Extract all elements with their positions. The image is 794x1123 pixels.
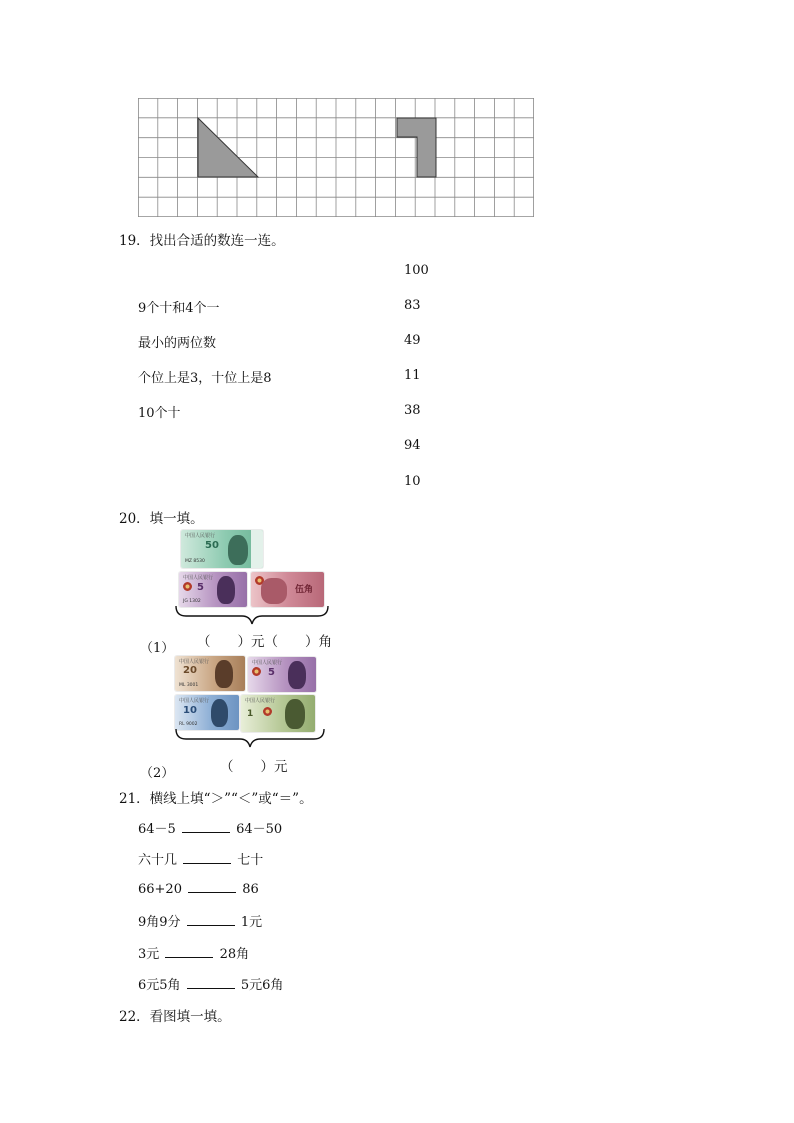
banknote-5-yuan: 中国人民银行 5 JG 1302 [179, 572, 247, 607]
q22-title: 22．看图填一填。 [119, 1009, 231, 1025]
banknote-1-yuan: 中国人民银行 1 [241, 695, 315, 732]
q19-right-number: 49 [404, 333, 421, 348]
q21-right: 5元6角 [240, 978, 284, 993]
answer-blank[interactable] [188, 880, 236, 893]
q21-right: 64－50 [236, 822, 283, 837]
q21-item [138, 849, 263, 868]
q21-item [138, 880, 259, 897]
q21-right: 86 [242, 882, 259, 897]
q21-item [138, 911, 262, 930]
q20-part2-label: （2） [140, 766, 175, 781]
q21-right: 28角 [219, 947, 250, 962]
q20-part1-label: （1） [140, 641, 175, 656]
q21-title: 21．横线上填“＞”“＜”或“＝”。 [119, 791, 313, 807]
banknote-50-yuan: 中国人民银行 50 MZ 8530 [181, 530, 263, 568]
brace-part2 [174, 727, 326, 749]
answer-blank[interactable] [187, 976, 235, 989]
answer-blank[interactable] [183, 851, 231, 864]
banknote-20-yuan: 中国人民银行 20 ML 3001 [175, 656, 245, 691]
q21-right: 七十 [237, 853, 264, 868]
q21-item [138, 818, 282, 837]
q19-left-item: 个位上是3，十位上是8 [138, 371, 272, 386]
banknote-5-jiao: 伍角 [251, 572, 324, 607]
answer-blank[interactable] [187, 913, 235, 926]
l-shape [397, 118, 436, 177]
q21-left: 3元 [138, 947, 160, 962]
q21-left: 9角9分 [138, 915, 181, 930]
brace-part1 [174, 604, 330, 626]
q21-item [138, 974, 283, 993]
q21-left: 6元5角 [138, 978, 181, 993]
q19-right-number: 38 [404, 403, 421, 418]
q19-left-item: 最小的两位数 [138, 336, 217, 351]
answer-blank[interactable] [182, 820, 230, 833]
q19-right-number: 11 [404, 368, 421, 383]
q21-left: 66+20 [138, 882, 182, 897]
q19-left-item: 10个十 [138, 406, 181, 421]
q20-part2-answer: （ ）元 [220, 759, 288, 775]
q19-right-number: 94 [404, 438, 421, 453]
q19-right-number: 83 [404, 298, 421, 313]
q21-left: 六十几 [138, 853, 178, 868]
q20-title: 20．填一填。 [119, 511, 204, 527]
q21-left: 64－5 [138, 822, 176, 837]
q19-left-item: 9个十和4个一 [138, 301, 220, 316]
q19-right-number: 100 [404, 263, 429, 278]
q20-part1-answer: （ ）元（ ）角 [197, 634, 332, 650]
banknote-10-yuan: 中国人民银行 10 RL 9002 [175, 695, 239, 730]
grid-figure [138, 98, 534, 217]
q19-title: 19．找出合适的数连一连。 [119, 233, 285, 249]
triangle-shape [198, 118, 258, 177]
q21-right: 1元 [240, 915, 263, 930]
q21-item [138, 943, 249, 962]
q19-right-number: 10 [404, 474, 421, 489]
banknote-5-yuan-2: 中国人民银行 5 [248, 657, 316, 692]
answer-blank[interactable] [165, 945, 213, 958]
